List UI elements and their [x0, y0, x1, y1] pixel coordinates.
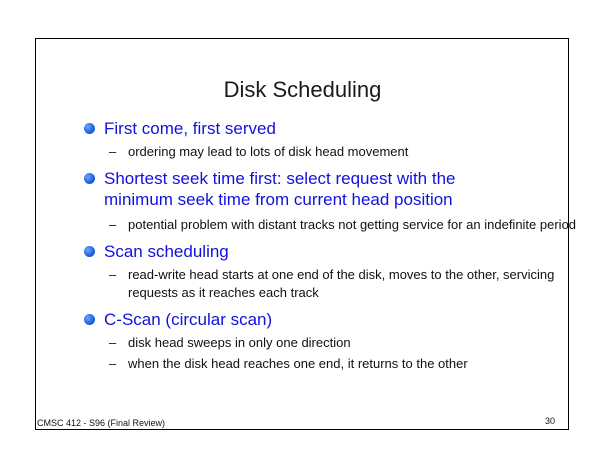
dash-marker: –	[109, 267, 117, 282]
sub-item	[82, 266, 588, 302]
bullet-item	[82, 168, 524, 210]
dash-marker: –	[109, 335, 117, 350]
sub-item	[82, 355, 598, 373]
page-number: 30	[545, 416, 556, 426]
bullet-text: First come, first served	[104, 119, 276, 138]
footer-course-label: CMSC 412 - S96 (Final Review)	[37, 418, 166, 428]
sub-text: read-write head starts at one end of the disk, moves to the other, servicing requests as it reaches each track	[128, 267, 555, 300]
bullet-dot-icon	[84, 173, 95, 184]
bullet-list	[82, 118, 577, 373]
bullet-text: Scan scheduling	[104, 242, 229, 261]
bullet-text: C-Scan (circular scan)	[104, 310, 273, 329]
sub-text: ordering may lead to lots of disk head movement	[128, 144, 409, 159]
bullet-text: Shortest seek time first: select request with the minimum seek time from current head position	[104, 169, 456, 209]
sub-item	[82, 334, 598, 352]
sub-item	[82, 143, 548, 161]
dash-marker: –	[109, 356, 117, 371]
bullet-item	[82, 309, 552, 330]
bullet-item	[82, 241, 552, 262]
sub-text: potential problem with distant tracks not getting service for an indefinite period	[128, 217, 577, 232]
dash-marker: –	[109, 144, 117, 159]
sub-text: when the disk head reaches one end, it returns to the other	[128, 356, 468, 371]
bullet-item	[82, 118, 552, 139]
sub-text: disk head sweeps in only one direction	[128, 335, 351, 350]
bullet-dot-icon	[84, 314, 95, 325]
bullet-dot-icon	[84, 123, 95, 134]
sub-item	[82, 216, 588, 234]
dash-marker: –	[109, 217, 117, 232]
bullet-dot-icon	[84, 246, 95, 257]
slide-title: Disk Scheduling	[223, 77, 382, 102]
